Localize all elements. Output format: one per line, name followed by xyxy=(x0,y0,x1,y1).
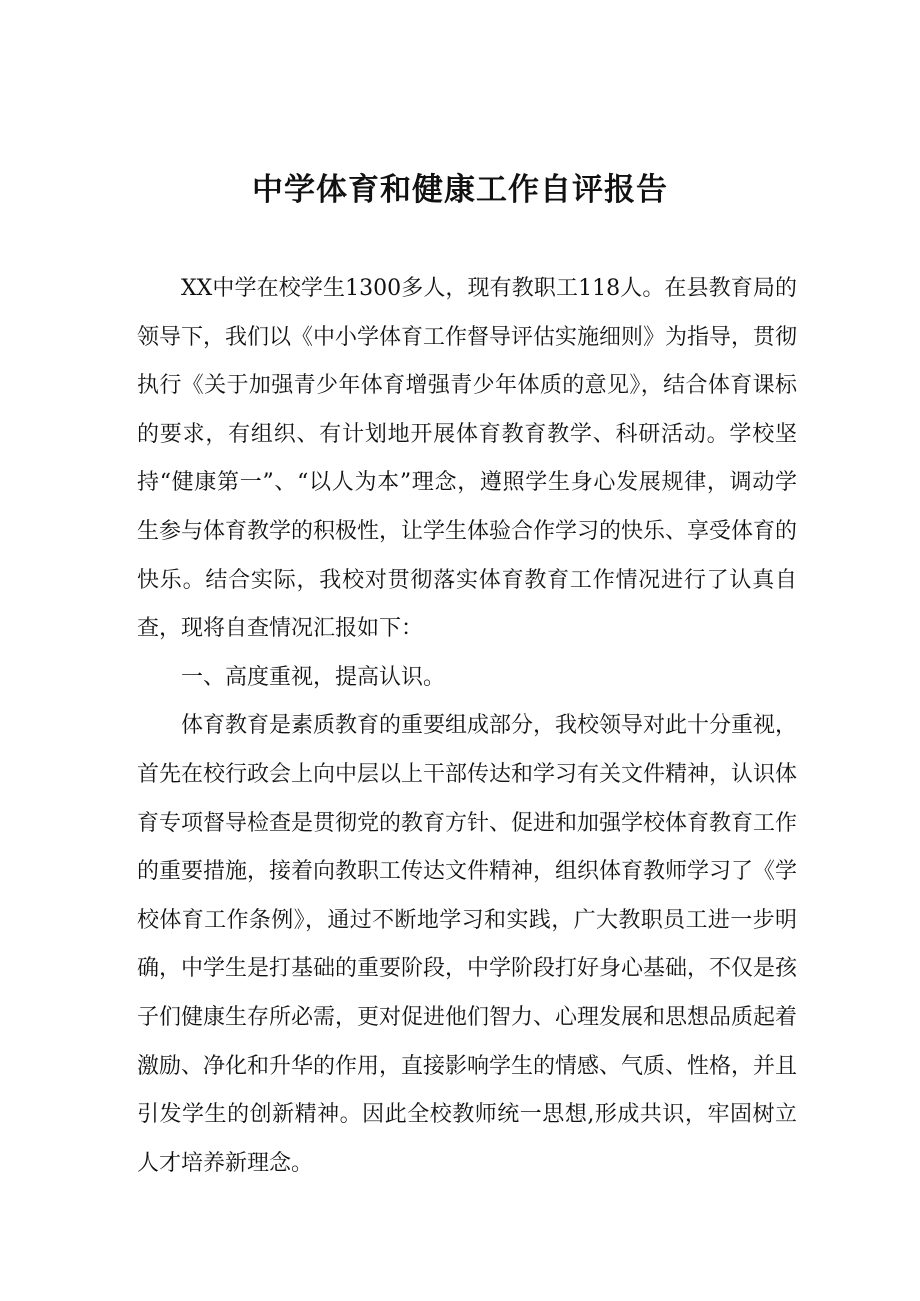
section-heading-1: 一、高度重视，提高认识。 xyxy=(181,664,446,690)
document-title: 中学体育和健康工作自评报告 xyxy=(252,172,668,208)
document-body xyxy=(137,265,797,1188)
paragraph-section-1: 体育教育是素质教育的重要组成部分，我校领导对此十分重视，首先在校行政会上向中层以上干部传达和学习有关文件精神，认识体育专项督导检查是贯彻党的教育方针、促进和加强学校体育教育工作的重要措施，接着向教职工传达文件精神，组织体育教师学习了《学校体育工作条例》，通过不断地学习和实践，广大教职员工进一步明确，中学生是打基础的重要阶段，中学阶段打好身心基础，不仅是孩子们健康生存所必需，更对促进他们智力、心理发展和思想品质起着激励、净化和升华的作用，直接影响学生的情感、气质、性格，并且引发学生的创新精神。因此全校教师统一思想,形成共识，牢固树立人才培养新理念。 xyxy=(137,713,798,1176)
paragraph-intro: XX中学在校学生1300多人，现有教职工118人。在县教育局的领导下，我们以《中小学体育工作督导评估实施细则》为指导，贯彻执行《关于加强青少年体育增强青少年体质的意见》，结合体育课标的要求，有组织、有计划地开展体育教育教学、科研活动。学校坚持“健康第一”、“以人为本”理念，遵照学生身心发展规律，调动学生参与体育教学的积极性，让学生体验合作学习的快乐、享受体育的快乐。结合实际，我校对贯彻落实体育教育工作情况进行了认真自查，现将自查情况汇报如下： xyxy=(137,276,798,642)
